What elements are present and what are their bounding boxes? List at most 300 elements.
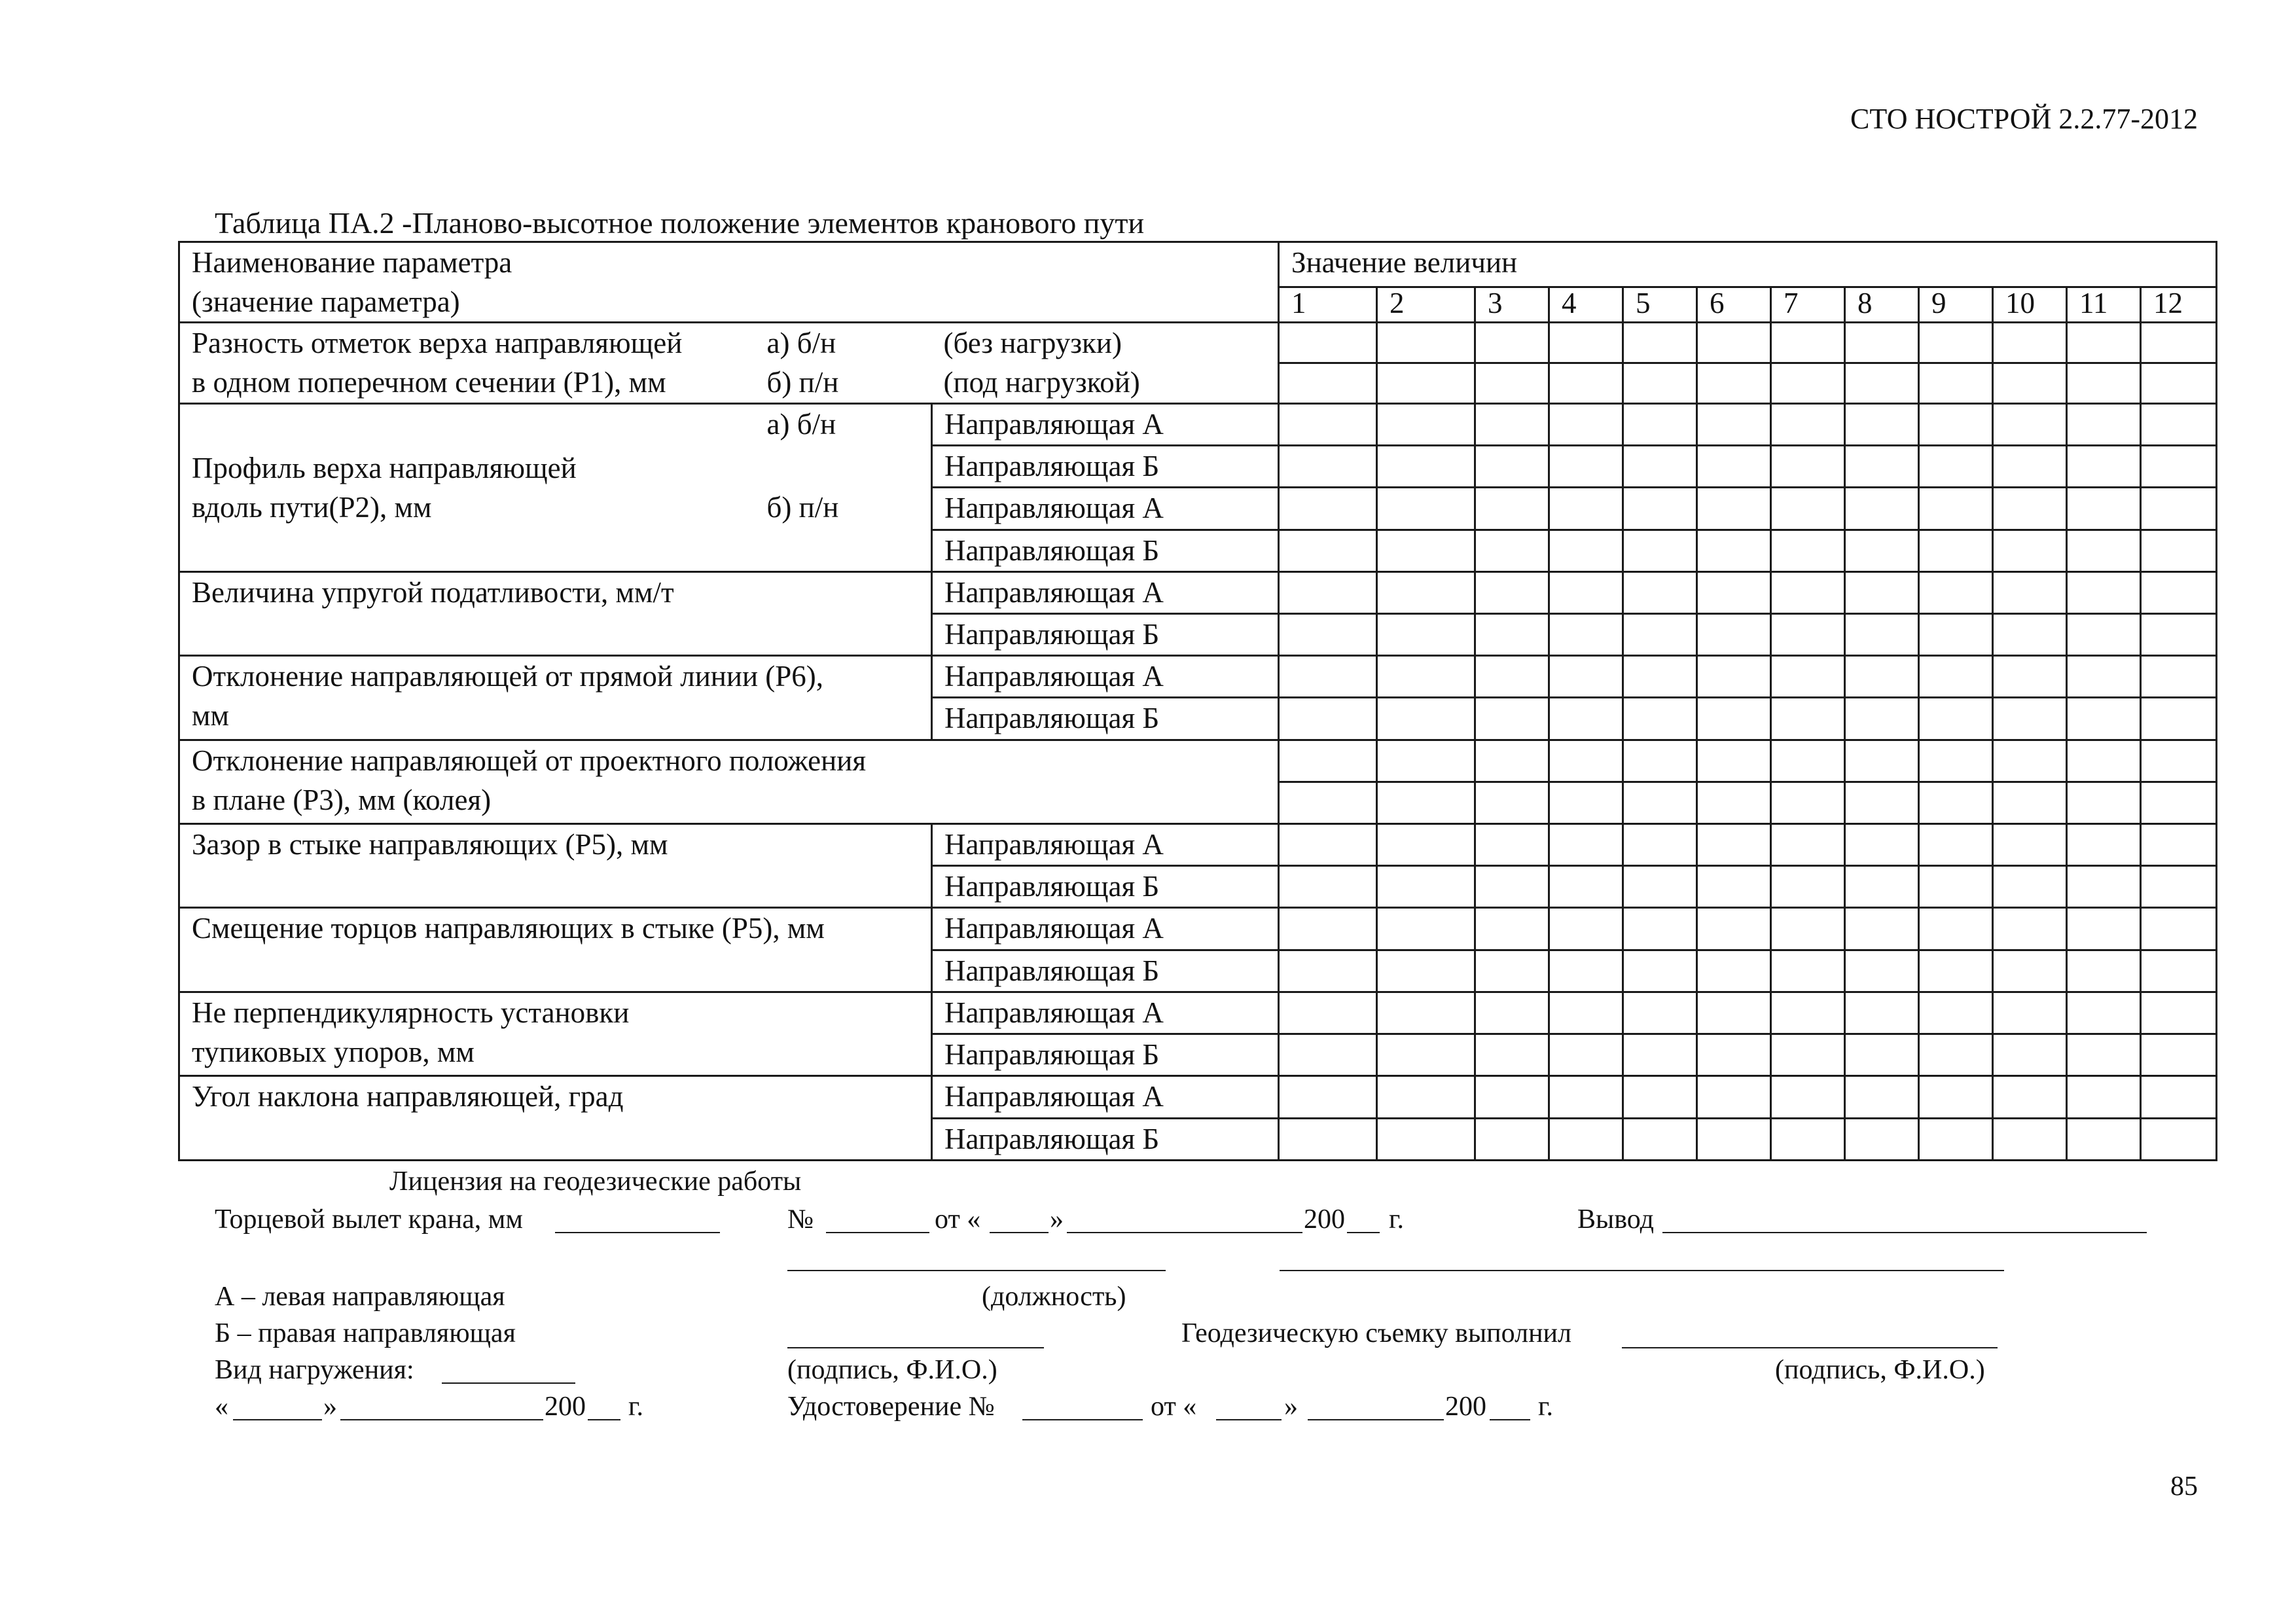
value-cell[interactable]	[2141, 530, 2217, 571]
value-cell[interactable]	[1377, 740, 1475, 782]
column-number: 7	[1771, 287, 1845, 323]
value-cell[interactable]	[1697, 530, 1771, 571]
value-cell[interactable]	[1475, 403, 1549, 445]
guide-cell	[932, 1076, 1279, 1118]
value-cell[interactable]	[1279, 363, 1377, 404]
license-month-line[interactable]	[1067, 1232, 1302, 1233]
value-cell[interactable]	[1697, 1076, 1771, 1118]
value-cell[interactable]	[2141, 1118, 2217, 1160]
value-cell[interactable]	[1475, 908, 1549, 950]
value-cell[interactable]	[1279, 1034, 1377, 1076]
date-month-line[interactable]	[340, 1419, 543, 1420]
value-cell[interactable]	[2067, 992, 2141, 1034]
value-cell[interactable]	[1919, 530, 1993, 571]
value-cell[interactable]	[1279, 323, 1377, 363]
value-cell[interactable]	[1993, 571, 2067, 613]
value-cell[interactable]	[1993, 950, 2067, 992]
value-cell[interactable]	[1993, 403, 2067, 445]
value-cell[interactable]	[1771, 323, 1845, 363]
value-cell[interactable]	[1771, 656, 1845, 698]
value-cell[interactable]	[1919, 950, 1993, 992]
value-cell[interactable]	[1475, 950, 1549, 992]
value-cell[interactable]	[1993, 824, 2067, 866]
value-cell[interactable]	[1279, 950, 1377, 992]
value-cell[interactable]	[2067, 1034, 2141, 1076]
guide-a-label: Направляющая А	[944, 996, 1164, 1029]
certificate-number-line[interactable]	[1022, 1419, 1143, 1420]
date-year-prefix: 200	[545, 1392, 586, 1422]
value-cell[interactable]	[1549, 446, 1623, 488]
value-cell[interactable]	[1475, 488, 1549, 530]
license-day-line[interactable]	[990, 1232, 1049, 1233]
certificate-year-line[interactable]	[1490, 1419, 1530, 1420]
value-cell[interactable]	[1377, 530, 1475, 571]
value-cell[interactable]	[1475, 530, 1549, 571]
value-cell[interactable]	[1697, 782, 1771, 823]
conclusion-line-2[interactable]	[1280, 1270, 2004, 1271]
value-cell[interactable]	[1845, 782, 1919, 823]
value-cell[interactable]	[1845, 613, 1919, 655]
value-cell[interactable]	[1771, 1118, 1845, 1160]
value-cell[interactable]	[1993, 1118, 2067, 1160]
value-cell[interactable]	[1377, 571, 1475, 613]
value-cell[interactable]	[1377, 866, 1475, 908]
value-cell[interactable]	[1771, 1076, 1845, 1118]
license-year-line[interactable]	[1347, 1232, 1380, 1233]
value-cell[interactable]	[1475, 1076, 1549, 1118]
param-name-line: Разность отметок верха направляющей	[192, 327, 683, 360]
value-cell[interactable]	[1993, 992, 2067, 1034]
value-cell[interactable]	[1549, 488, 1623, 530]
value-cell[interactable]	[1993, 740, 2067, 782]
value-cell[interactable]	[2067, 1118, 2141, 1160]
value-cell[interactable]	[1993, 323, 2067, 363]
header-values-label: Значение величин	[1291, 246, 1518, 279]
value-cell[interactable]	[1475, 740, 1549, 782]
value-cell[interactable]	[1845, 698, 1919, 740]
value-cell[interactable]	[1697, 908, 1771, 950]
value-cell[interactable]	[1919, 656, 1993, 698]
option-desc: (под нагрузкой)	[943, 366, 1140, 399]
value-cell[interactable]	[1549, 1118, 1623, 1160]
guide-a-label: Направляющая А	[944, 575, 1164, 609]
value-cell[interactable]	[1771, 1034, 1845, 1076]
value-cell[interactable]	[1771, 782, 1845, 823]
value-cell[interactable]	[1919, 363, 1993, 404]
value-cell[interactable]	[1697, 488, 1771, 530]
column-number: 5	[1623, 287, 1697, 323]
value-cell[interactable]	[2141, 571, 2217, 613]
value-cell[interactable]	[1377, 782, 1475, 823]
value-cell[interactable]	[1279, 571, 1377, 613]
guide-b-label: Направляющая Б	[944, 870, 1160, 903]
value-cell[interactable]	[1623, 446, 1697, 488]
value-cell[interactable]	[1623, 698, 1697, 740]
value-cell[interactable]	[1993, 363, 2067, 404]
value-cell[interactable]	[1475, 571, 1549, 613]
value-cell[interactable]	[1993, 1076, 2067, 1118]
value-cell[interactable]	[1845, 446, 1919, 488]
value-cell[interactable]	[1623, 908, 1697, 950]
param-option-cell	[755, 488, 932, 571]
value-cell[interactable]	[2067, 908, 2141, 950]
value-cell[interactable]	[1697, 740, 1771, 782]
value-cell[interactable]	[2067, 1076, 2141, 1118]
value-cell[interactable]	[1993, 530, 2067, 571]
value-cell[interactable]	[1623, 656, 1697, 698]
value-cell[interactable]	[1549, 740, 1623, 782]
value-cell[interactable]	[1279, 446, 1377, 488]
value-cell[interactable]	[1279, 488, 1377, 530]
value-cell[interactable]	[1771, 488, 1845, 530]
value-cell[interactable]	[1845, 992, 1919, 1034]
value-cell[interactable]	[1549, 656, 1623, 698]
value-cell[interactable]	[2141, 740, 2217, 782]
value-cell[interactable]	[1919, 782, 1993, 823]
value-cell[interactable]	[1993, 613, 2067, 655]
value-cell[interactable]	[1697, 824, 1771, 866]
value-cell[interactable]	[1549, 908, 1623, 950]
table-row	[179, 403, 2217, 445]
value-cell[interactable]	[1919, 446, 1993, 488]
value-cell[interactable]	[1549, 403, 1623, 445]
value-cell[interactable]	[1771, 950, 1845, 992]
value-cell[interactable]	[1845, 571, 1919, 613]
value-cell[interactable]	[1623, 1118, 1697, 1160]
value-cell[interactable]	[1377, 488, 1475, 530]
param-name-line: в одном поперечном сечении (Р1), мм	[192, 366, 666, 399]
survey-done-label: Геодезическую съемку выполнил	[1181, 1318, 1571, 1348]
value-cell[interactable]	[1279, 1076, 1377, 1118]
guide-cell	[932, 698, 1279, 740]
value-cell[interactable]	[1279, 698, 1377, 740]
value-cell[interactable]	[2141, 950, 2217, 992]
date-year-line[interactable]	[588, 1419, 620, 1420]
value-cell[interactable]	[1845, 1034, 1919, 1076]
guide-cell	[932, 446, 1279, 488]
value-cell[interactable]	[1697, 866, 1771, 908]
column-number: 4	[1549, 287, 1623, 323]
value-cell[interactable]	[1771, 613, 1845, 655]
value-cell[interactable]	[1475, 824, 1549, 866]
value-cell[interactable]	[1549, 1076, 1623, 1118]
value-cell[interactable]	[2141, 908, 2217, 950]
value-cell[interactable]	[2067, 363, 2141, 404]
value-cell[interactable]	[2067, 950, 2141, 992]
value-cell[interactable]	[2141, 323, 2217, 363]
value-cell[interactable]	[1919, 824, 1993, 866]
certificate-from-label: от «	[1151, 1392, 1197, 1422]
value-cell[interactable]	[1845, 488, 1919, 530]
value-cell[interactable]	[1919, 323, 1993, 363]
crane-overhang-line[interactable]	[555, 1232, 720, 1233]
value-cell[interactable]	[1377, 613, 1475, 655]
value-cell[interactable]	[1919, 1076, 1993, 1118]
surveyor-line[interactable]	[1622, 1347, 1998, 1348]
license-from-label: от «	[935, 1204, 981, 1235]
value-cell[interactable]	[1623, 403, 1697, 445]
param-name-line: тупиковых упоров, мм	[192, 1035, 475, 1068]
table-caption: Таблица ПА.2 -Планово-высотное положение элементов кранового пути	[215, 206, 1145, 240]
value-cell[interactable]	[1475, 363, 1549, 404]
value-cell[interactable]	[1845, 323, 1919, 363]
value-cell[interactable]	[2141, 488, 2217, 530]
value-cell[interactable]	[2067, 571, 2141, 613]
value-cell[interactable]	[1697, 656, 1771, 698]
value-cell[interactable]	[1549, 1034, 1623, 1076]
value-cell[interactable]	[1845, 403, 1919, 445]
value-cell[interactable]	[1771, 363, 1845, 404]
value-cell[interactable]	[1845, 1076, 1919, 1118]
value-cell[interactable]	[1919, 908, 1993, 950]
value-cell[interactable]	[1377, 656, 1475, 698]
value-cell[interactable]	[1549, 782, 1623, 823]
value-cell[interactable]	[1279, 866, 1377, 908]
value-cell[interactable]	[1697, 323, 1771, 363]
value-cell[interactable]	[1697, 446, 1771, 488]
value-cell[interactable]	[2067, 403, 2141, 445]
signature-line-1[interactable]	[787, 1347, 1044, 1348]
option-label: б) п/н	[766, 366, 839, 399]
certificate-day-line[interactable]	[1216, 1419, 1282, 1420]
value-cell[interactable]	[1623, 824, 1697, 866]
value-cell[interactable]	[1919, 740, 1993, 782]
value-cell[interactable]	[1475, 992, 1549, 1034]
value-cell[interactable]	[2067, 530, 2141, 571]
guide-cell	[932, 613, 1279, 655]
guide-cell	[932, 950, 1279, 992]
value-cell[interactable]	[1697, 1034, 1771, 1076]
value-cell[interactable]	[1377, 908, 1475, 950]
value-cell[interactable]	[2141, 866, 2217, 908]
value-cell[interactable]	[1771, 824, 1845, 866]
value-cell[interactable]	[1993, 866, 2067, 908]
value-cell[interactable]	[1549, 992, 1623, 1034]
guide-b-label: Направляющая Б	[944, 702, 1160, 735]
value-cell[interactable]	[1549, 571, 1623, 613]
value-cell[interactable]	[1771, 866, 1845, 908]
value-cell[interactable]	[1549, 698, 1623, 740]
value-cell[interactable]	[1623, 571, 1697, 613]
value-cell[interactable]	[1475, 1118, 1549, 1160]
value-cell[interactable]	[1279, 656, 1377, 698]
value-cell[interactable]	[1697, 363, 1771, 404]
value-cell[interactable]	[1697, 992, 1771, 1034]
value-cell[interactable]	[2067, 698, 2141, 740]
value-cell[interactable]	[2141, 363, 2217, 404]
value-cell[interactable]	[1475, 1034, 1549, 1076]
value-cell[interactable]	[2067, 488, 2141, 530]
value-cell[interactable]	[1623, 1034, 1697, 1076]
value-cell[interactable]	[1919, 1034, 1993, 1076]
value-cell[interactable]	[1993, 908, 2067, 950]
value-cell[interactable]	[1475, 782, 1549, 823]
value-cell[interactable]	[1919, 613, 1993, 655]
value-cell[interactable]	[1771, 403, 1845, 445]
value-cell[interactable]	[1279, 1118, 1377, 1160]
value-cell[interactable]	[1623, 992, 1697, 1034]
value-cell[interactable]	[1623, 613, 1697, 655]
value-cell[interactable]	[2067, 824, 2141, 866]
value-cell[interactable]	[1623, 363, 1697, 404]
value-cell[interactable]	[1697, 613, 1771, 655]
value-cell[interactable]	[1279, 992, 1377, 1034]
value-cell[interactable]	[2067, 866, 2141, 908]
value-cell[interactable]	[1279, 740, 1377, 782]
value-cell[interactable]	[1475, 698, 1549, 740]
value-cell[interactable]	[1697, 571, 1771, 613]
value-cell[interactable]	[1549, 950, 1623, 992]
value-cell[interactable]	[1771, 698, 1845, 740]
value-cell[interactable]	[1845, 908, 1919, 950]
value-cell[interactable]	[1993, 698, 2067, 740]
param-option-cell	[755, 403, 932, 487]
value-cell[interactable]	[1475, 613, 1549, 655]
value-cell[interactable]	[1623, 740, 1697, 782]
value-cell[interactable]	[1549, 824, 1623, 866]
value-cell[interactable]	[1377, 446, 1475, 488]
value-cell[interactable]	[1377, 363, 1475, 404]
value-cell[interactable]	[1475, 446, 1549, 488]
value-cell[interactable]	[1771, 530, 1845, 571]
value-cell[interactable]	[2141, 698, 2217, 740]
value-cell[interactable]	[1279, 824, 1377, 866]
value-cell[interactable]	[1697, 403, 1771, 445]
value-cell[interactable]	[1377, 698, 1475, 740]
value-cell[interactable]	[1549, 530, 1623, 571]
value-cell[interactable]	[1623, 530, 1697, 571]
value-cell[interactable]	[2141, 824, 2217, 866]
value-cell[interactable]	[1377, 824, 1475, 866]
value-cell[interactable]	[1279, 530, 1377, 571]
value-cell[interactable]	[2141, 992, 2217, 1034]
value-cell[interactable]	[1377, 323, 1475, 363]
value-cell[interactable]	[1845, 1118, 1919, 1160]
value-cell[interactable]	[2067, 740, 2141, 782]
value-cell[interactable]	[1771, 992, 1845, 1034]
value-cell[interactable]	[1549, 323, 1623, 363]
load-type-line[interactable]	[442, 1382, 575, 1384]
value-cell[interactable]	[1993, 488, 2067, 530]
value-cell[interactable]	[1845, 363, 1919, 404]
value-cell[interactable]	[1993, 656, 2067, 698]
value-cell[interactable]	[1919, 698, 1993, 740]
value-cell[interactable]	[1697, 950, 1771, 992]
guide-cell	[932, 656, 1279, 698]
license-number-line[interactable]	[826, 1232, 929, 1233]
value-cell[interactable]	[1623, 1076, 1697, 1118]
value-cell[interactable]	[1919, 488, 1993, 530]
value-cell[interactable]	[1919, 403, 1993, 445]
certificate-month-line[interactable]	[1308, 1419, 1444, 1420]
value-cell[interactable]	[1771, 571, 1845, 613]
value-cell[interactable]	[1279, 908, 1377, 950]
position-line[interactable]	[787, 1270, 1166, 1271]
table-row	[179, 571, 2217, 613]
value-cell[interactable]	[1919, 571, 1993, 613]
value-cell[interactable]	[1623, 323, 1697, 363]
value-cell[interactable]	[1475, 866, 1549, 908]
table-row	[179, 824, 2217, 866]
value-cell[interactable]	[1377, 1034, 1475, 1076]
value-cell[interactable]	[2141, 1034, 2217, 1076]
param-option-cell	[755, 323, 932, 403]
value-cell[interactable]	[2067, 446, 2141, 488]
date-day-line[interactable]	[233, 1419, 322, 1420]
guide-b-label: Направляющая Б	[944, 450, 1160, 483]
value-cell[interactable]	[1279, 403, 1377, 445]
value-cell[interactable]	[2141, 446, 2217, 488]
conclusion-label: Вывод	[1577, 1204, 1654, 1235]
param-name-cell	[179, 1076, 932, 1161]
value-cell[interactable]	[1475, 323, 1549, 363]
conclusion-line[interactable]	[1662, 1232, 2147, 1233]
value-cell[interactable]	[2067, 323, 2141, 363]
license-year-prefix: 200	[1304, 1204, 1345, 1235]
value-cell[interactable]	[1771, 446, 1845, 488]
value-cell[interactable]	[1993, 782, 2067, 823]
value-cell[interactable]	[1993, 1034, 2067, 1076]
value-cell[interactable]	[1279, 782, 1377, 823]
value-cell[interactable]	[1475, 656, 1549, 698]
value-cell[interactable]	[1845, 740, 1919, 782]
value-cell[interactable]	[1697, 1118, 1771, 1160]
value-cell[interactable]	[1623, 950, 1697, 992]
value-cell[interactable]	[1377, 1118, 1475, 1160]
value-cell[interactable]	[1279, 613, 1377, 655]
value-cell[interactable]	[2141, 403, 2217, 445]
certificate-year-prefix: 200	[1445, 1392, 1486, 1422]
value-cell[interactable]	[1845, 866, 1919, 908]
table-header-row	[179, 242, 2217, 287]
value-cell[interactable]	[1845, 950, 1919, 992]
value-cell[interactable]	[2141, 782, 2217, 823]
param-name-cell	[179, 656, 932, 740]
value-cell[interactable]	[1697, 698, 1771, 740]
value-cell[interactable]	[1845, 824, 1919, 866]
value-cell[interactable]	[1919, 992, 1993, 1034]
value-cell[interactable]	[1919, 1118, 1993, 1160]
value-cell[interactable]	[2141, 656, 2217, 698]
value-cell[interactable]	[1549, 363, 1623, 404]
header-values-cell	[1279, 242, 2217, 287]
value-cell[interactable]	[1623, 782, 1697, 823]
guide-cell	[932, 824, 1279, 866]
value-cell[interactable]	[1377, 403, 1475, 445]
value-cell[interactable]	[1623, 488, 1697, 530]
column-number: 2	[1377, 287, 1475, 323]
value-cell[interactable]	[1549, 866, 1623, 908]
value-cell[interactable]	[2141, 1076, 2217, 1118]
value-cell[interactable]	[1377, 950, 1475, 992]
value-cell[interactable]	[1377, 992, 1475, 1034]
value-cell[interactable]	[1623, 866, 1697, 908]
value-cell[interactable]	[1549, 613, 1623, 655]
value-cell[interactable]	[1993, 446, 2067, 488]
value-cell[interactable]	[2141, 613, 2217, 655]
value-cell[interactable]	[1377, 1076, 1475, 1118]
value-cell[interactable]	[2067, 656, 2141, 698]
value-cell[interactable]	[2067, 613, 2141, 655]
guide-b-label: Направляющая Б	[944, 1122, 1160, 1155]
table-row	[179, 656, 2217, 698]
value-cell[interactable]	[1919, 866, 1993, 908]
value-cell[interactable]	[1845, 530, 1919, 571]
value-cell[interactable]	[1845, 656, 1919, 698]
value-cell[interactable]	[2067, 782, 2141, 823]
value-cell[interactable]	[1771, 740, 1845, 782]
value-cell[interactable]	[1771, 908, 1845, 950]
